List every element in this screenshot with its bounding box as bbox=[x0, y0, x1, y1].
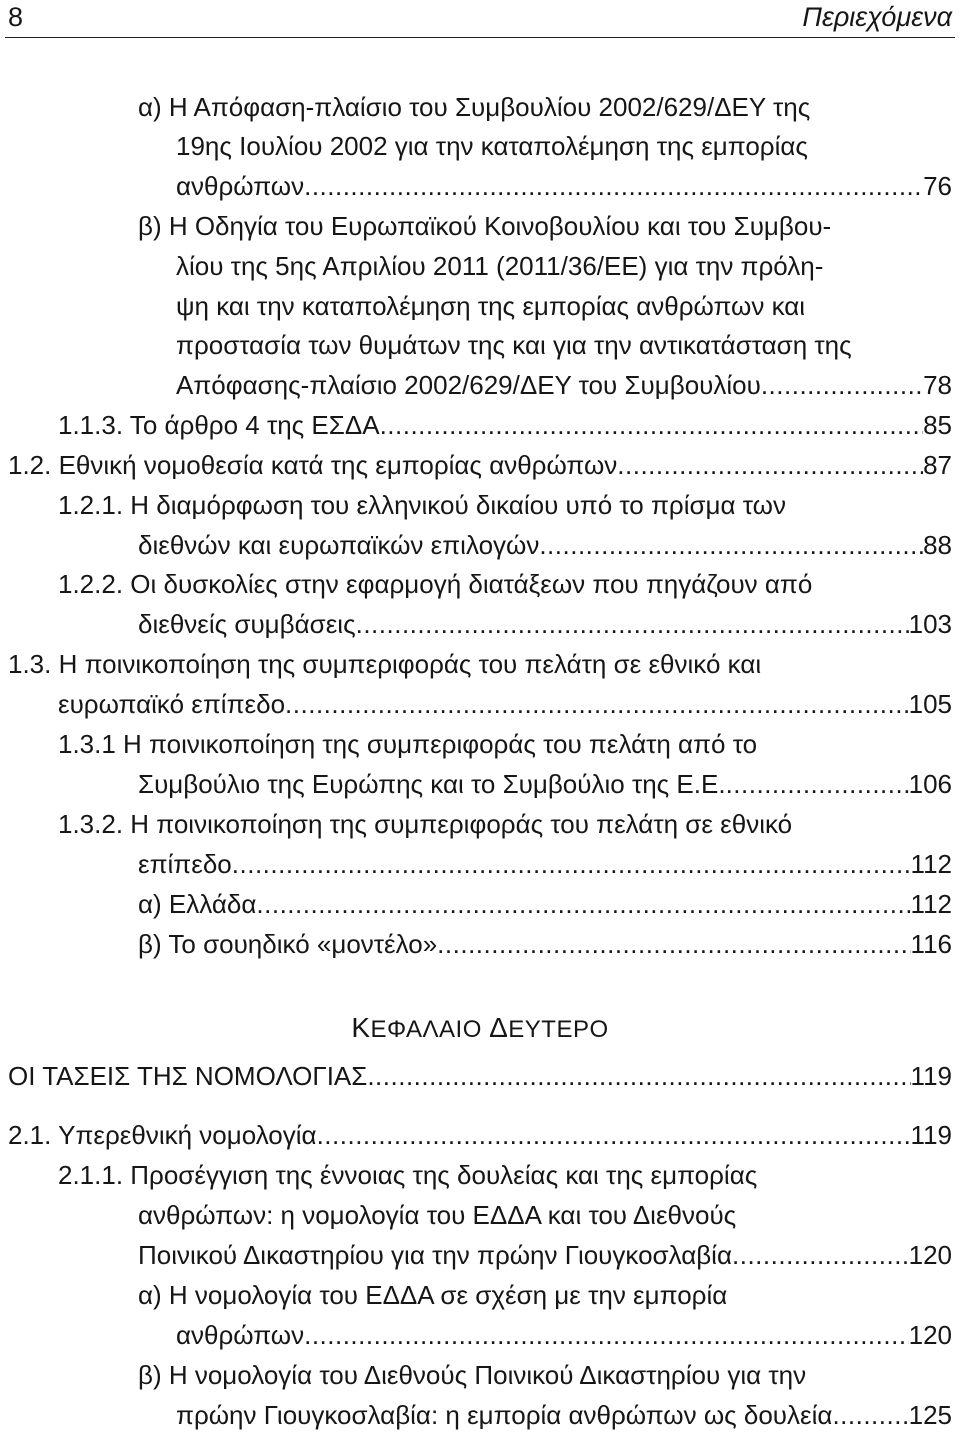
toc-entry-text: β) Η νομολογία του Διεθνούς Ποινικού Δικαστηρίου για την bbox=[138, 1360, 807, 1390]
dot-leader bbox=[317, 1118, 911, 1152]
toc-entry[interactable] bbox=[176, 169, 952, 203]
toc-line bbox=[138, 209, 831, 243]
toc-page-ref: 116 bbox=[910, 929, 952, 959]
toc-entry[interactable] bbox=[8, 1118, 952, 1152]
toc-page-ref: 112 bbox=[910, 849, 952, 879]
dot-leader bbox=[356, 607, 909, 641]
toc-entry[interactable] bbox=[138, 767, 952, 801]
dot-leader bbox=[726, 767, 909, 801]
toc-entry[interactable] bbox=[138, 847, 952, 881]
chapter-heading-initial: Δ bbox=[489, 1012, 509, 1043]
toc-entry-text: ανθρώπων: η νομολογία του ΕΔΔΑ και του Διεθνούς bbox=[138, 1200, 737, 1230]
toc-line bbox=[138, 1358, 806, 1392]
toc-entry-text: 19ης Ιουλίου 2002 για την καταπολέμηση της εμπορίας bbox=[176, 131, 808, 161]
dot-leader bbox=[304, 169, 923, 203]
dot-leader bbox=[285, 687, 909, 721]
dot-leader bbox=[304, 1318, 909, 1352]
toc-entry-text: Συμβούλιο της Ευρώπης και το Συμβούλιο της Ε.Ε. bbox=[138, 769, 726, 799]
toc-entry-text: ψη και την καταπολέμηση της εμπορίας ανθρώπων και bbox=[176, 291, 806, 321]
header-rule bbox=[5, 37, 955, 38]
page-header bbox=[0, 0, 960, 40]
toc-line bbox=[58, 1158, 757, 1192]
toc-line bbox=[138, 1198, 736, 1232]
toc-line bbox=[58, 807, 792, 841]
dot-leader bbox=[256, 887, 910, 921]
toc-entry[interactable] bbox=[8, 448, 952, 482]
toc-entry-text: ευρωπαϊκό επίπεδο bbox=[58, 689, 286, 719]
toc-entry-text: 1.3.2. Η ποινικοποίηση της συμπεριφοράς του πελάτη σε εθνικό bbox=[58, 809, 793, 839]
toc-entry[interactable] bbox=[8, 1059, 952, 1093]
chapter-heading bbox=[0, 1011, 960, 1045]
toc-entry-text: Ποινικού Δικαστηρίου για την πρώην Γιουγκοσλαβία bbox=[138, 1240, 732, 1270]
chapter-heading-word: ΕΦΑΛΑΙΟ bbox=[370, 1016, 482, 1043]
toc-entry-text: επίπεδο bbox=[138, 849, 232, 879]
chapter-heading-initial: Κ bbox=[351, 1012, 371, 1043]
toc-entry[interactable] bbox=[138, 1238, 952, 1272]
dot-leader bbox=[617, 448, 923, 482]
toc-entry[interactable] bbox=[138, 927, 952, 961]
toc-line bbox=[176, 129, 808, 163]
toc-page-ref: 112 bbox=[910, 889, 952, 919]
toc-entry[interactable] bbox=[58, 408, 952, 442]
toc-entry-text: 1.2.1. Η διαμόρφωση του ελληνικού δικαίου υπό το πρίσμα των bbox=[58, 490, 786, 520]
toc-entry[interactable] bbox=[176, 1398, 952, 1432]
toc-entry-text: ανθρώπων bbox=[176, 171, 305, 201]
toc-entry-text: προστασία των θυμάτων της και για την αντικατάσταση της bbox=[176, 330, 852, 360]
dot-leader bbox=[761, 368, 923, 402]
toc-page-ref: 78 bbox=[923, 370, 952, 400]
toc-entry-text: ανθρώπων bbox=[176, 1320, 305, 1350]
toc-page-ref: 120 bbox=[908, 1240, 952, 1270]
dot-leader bbox=[367, 1059, 910, 1093]
toc-entry-text: διεθνών και ευρωπαϊκών επιλογών bbox=[138, 530, 540, 560]
dot-leader bbox=[437, 927, 910, 961]
chapter-heading-word: ΕΥΤΕΡΟ bbox=[508, 1016, 609, 1043]
toc-entry-text: διεθνείς συμβάσεις bbox=[138, 609, 356, 639]
dot-leader bbox=[380, 408, 924, 442]
toc-entry[interactable] bbox=[138, 528, 952, 562]
toc-line bbox=[176, 289, 805, 323]
toc-entry-text: α) Η νομολογία του ΕΔΔΑ σε σχέση με την εμπορία bbox=[138, 1280, 728, 1310]
toc-entry[interactable] bbox=[176, 1318, 952, 1352]
dot-leader bbox=[732, 1238, 909, 1272]
dot-leader bbox=[832, 1398, 908, 1432]
toc-page-ref: 76 bbox=[923, 171, 952, 201]
toc-page-ref: 125 bbox=[908, 1400, 952, 1430]
dot-leader bbox=[539, 528, 923, 562]
toc-line bbox=[138, 1278, 727, 1312]
toc-entry-text: 1.2.2. Οι δυσκολίες στην εφαρμογή διατάξεων που πηγάζουν από bbox=[58, 569, 813, 599]
toc-line bbox=[58, 727, 757, 761]
page-number: 8 bbox=[8, 2, 24, 32]
toc-page-ref: 119 bbox=[910, 1120, 952, 1150]
toc-entry-text: λίου της 5ης Απριλίου 2011 (2011/36/ΕΕ) για την πρόλη- bbox=[176, 251, 824, 281]
running-title: Περιεχόμενα bbox=[802, 2, 952, 32]
toc-entry-text: α) Η Απόφαση-πλαίσιο του Συμβουλίου 2002/629/ΔΕΥ της bbox=[138, 92, 811, 122]
toc-entry-text: 2.1.1. Προσέγγιση της έννοιας της δουλείας και της εμπορίας bbox=[58, 1160, 758, 1190]
toc-line bbox=[58, 488, 786, 522]
toc-page-ref: 85 bbox=[923, 410, 952, 440]
toc-entry[interactable] bbox=[176, 368, 952, 402]
toc-line bbox=[176, 328, 852, 362]
toc-entry[interactable] bbox=[138, 887, 952, 921]
toc-line bbox=[8, 647, 761, 681]
toc-page-ref: 105 bbox=[908, 689, 952, 719]
toc-entry-text: πρώην Γιουγκοσλαβία: η εμπορία ανθρώπων ως δουλεία bbox=[176, 1400, 833, 1430]
toc-line bbox=[176, 249, 823, 283]
toc-entry[interactable] bbox=[58, 687, 952, 721]
toc-entry-text: α) Ελλάδα bbox=[138, 889, 257, 919]
toc-entry-text: ΟΙ ΤΑΣΕΙΣ ΤΗΣ ΝΟΜΟΛΟΓΙΑΣ bbox=[8, 1061, 368, 1091]
toc-entry-text: β) Το σουηδικό «μοντέλο» bbox=[138, 929, 438, 959]
toc-entry-text: 2.1. Υπερεθνική νομολογία bbox=[8, 1120, 317, 1150]
toc-entry-text: 1.1.3. Το άρθρο 4 της ΕΣΔΑ bbox=[58, 410, 380, 440]
toc-page-ref: 119 bbox=[910, 1061, 952, 1091]
toc-entry-text: 1.2. Εθνική νομοθεσία κατά της εμπορίας ανθρώπων bbox=[8, 450, 618, 480]
toc-entry-text: Απόφασης-πλαίσιο 2002/629/ΔΕΥ του Συμβουλίου bbox=[176, 370, 761, 400]
toc-entry-text: 1.3.1 Η ποινικοποίηση της συμπεριφοράς του πελάτη από το bbox=[58, 729, 758, 759]
toc-entry[interactable] bbox=[138, 607, 952, 641]
toc-entry-text: β) Η Οδηγία του Ευρωπαϊκού Κοινοβουλίου και του Συμβου- bbox=[138, 211, 832, 241]
toc-entry-text: 1.3. Η ποινικοποίηση της συμπεριφοράς του πελάτη σε εθνικό και bbox=[8, 649, 762, 679]
toc-page-ref: 120 bbox=[908, 1320, 952, 1350]
dot-leader bbox=[232, 847, 911, 881]
toc-line bbox=[138, 90, 810, 124]
toc-page-ref: 88 bbox=[923, 530, 952, 560]
toc-page-ref: 103 bbox=[908, 609, 952, 639]
toc-line bbox=[58, 567, 812, 601]
toc-page-ref: 106 bbox=[908, 769, 952, 799]
toc-page-ref: 87 bbox=[923, 450, 952, 480]
